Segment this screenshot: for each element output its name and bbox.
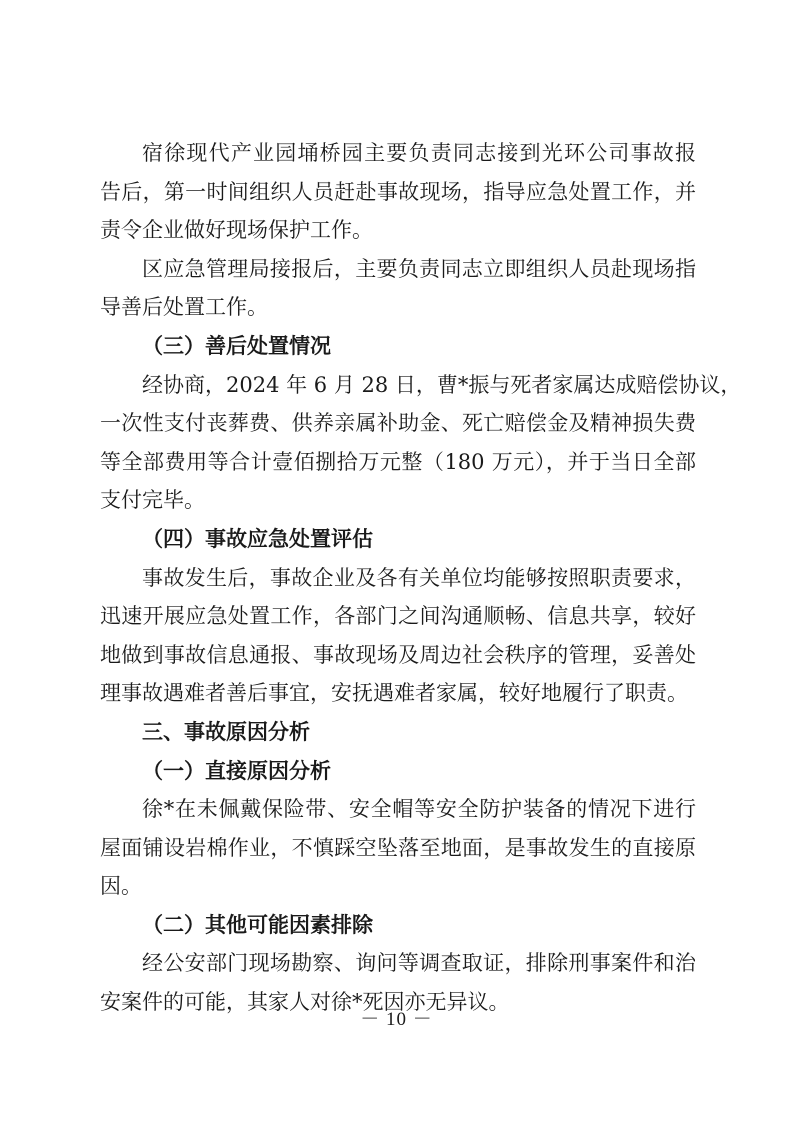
paragraph-line: 等全部费用等合计壹佰捌拾万元整（180 万元），并于当日全部 <box>100 449 696 474</box>
paragraph-line: 区应急管理局接报后，主要负责同志立即组织人员赴现场指 <box>142 256 696 281</box>
section-heading: （四）事故应急处置评估 <box>142 526 373 551</box>
paragraph-line: 一次性支付丧葬费、供养亲属补助金、死亡赔偿金及精神损失费 <box>100 411 696 436</box>
paragraph-line: 支付完毕。 <box>100 488 205 513</box>
paragraph-line: 宿徐现代产业园埇桥园主要负责同志接到光环公司事故报 <box>142 141 696 165</box>
document-body <box>100 134 742 1022</box>
section-heading: （三）善后处置情况 <box>142 333 331 358</box>
paragraph-line: 事故发生后，事故企业及各有关单位均能够按照职责要求， <box>142 565 696 590</box>
paragraph-line: 责令企业做好现场保护工作。 <box>100 218 373 243</box>
paragraph-line: 安案件的可能，其家人对徐*死因亦无异议。 <box>100 990 510 1015</box>
paragraph-line: 经协商，2024 年 6 月 28 日，曹*振与死者家属达成赔偿协议， <box>142 372 742 397</box>
paragraph-line: 屋面铺设岩棉作业，不慎踩空坠落至地面，是事故发生的直接原 <box>100 835 696 860</box>
paragraph-line: 迅速开展应急处置工作，各部门之间沟通顺畅、信息共享，较好 <box>100 604 696 629</box>
section-heading: （一）直接原因分析 <box>142 758 331 783</box>
paragraph-line: 地做到事故信息通报、事故现场及周边社会秩序的管理，妥善处 <box>100 642 696 667</box>
page-number: － 10 － <box>360 1009 433 1030</box>
paragraph-line: 因。 <box>100 874 142 899</box>
paragraph-line: 告后，第一时间组织人员赶赴事故现场，指导应急处置工作，并 <box>100 179 696 204</box>
chapter-heading: 三、事故原因分析 <box>142 719 310 744</box>
paragraph-line: 理事故遇难者善后事宜，安抚遇难者家属，较好地履行了职责。 <box>100 681 688 706</box>
paragraph-line: 经公安部门现场勘察、询问等调查取证，排除刑事案件和治 <box>142 951 696 976</box>
section-heading: （二）其他可能因素排除 <box>142 912 373 937</box>
paragraph-line: 导善后处置工作。 <box>100 295 268 320</box>
paragraph-line: 徐*在未佩戴保险带、安全帽等安全防护装备的情况下进行 <box>142 797 696 822</box>
